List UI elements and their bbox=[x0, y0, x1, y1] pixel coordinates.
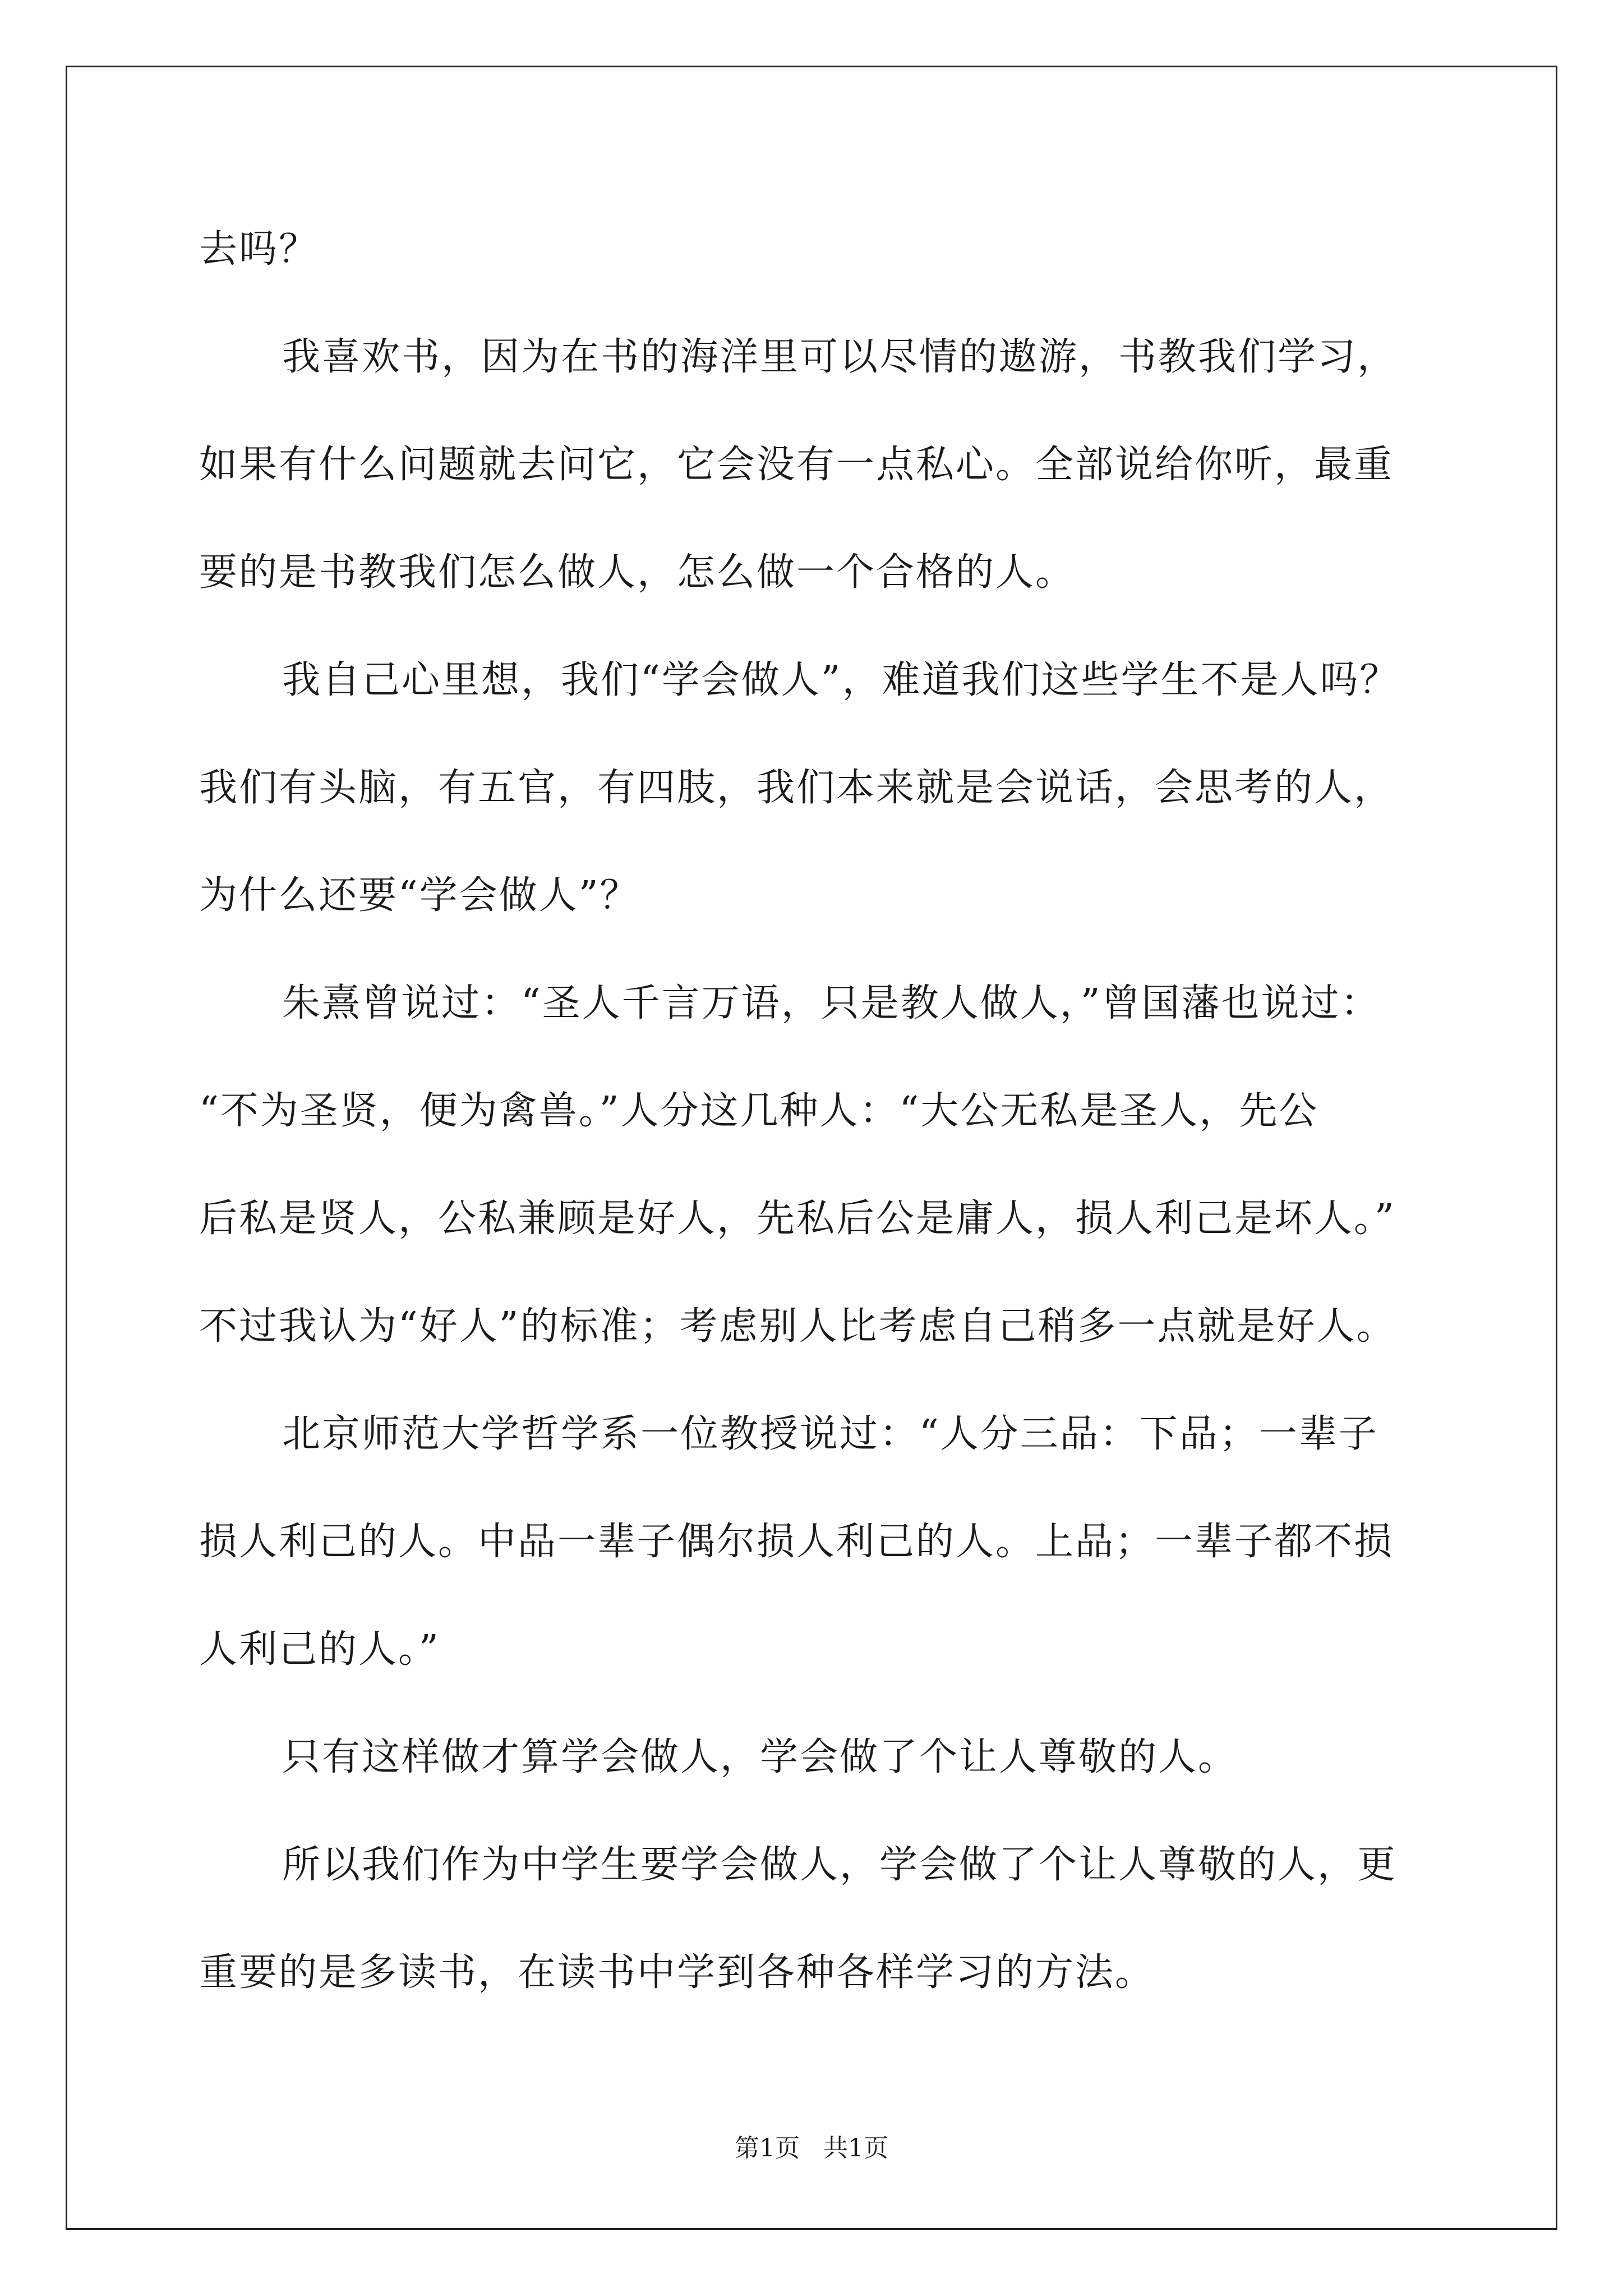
text-line: “不为圣贤，便为禽兽。”人分这几种人：“大公无私是圣人，先公 bbox=[199, 1089, 1319, 1133]
text-line: 后私是贤人，公私兼顾是好人，先私后公是庸人，损人利己是坏人。” bbox=[199, 1197, 1396, 1241]
document-body bbox=[199, 219, 1427, 2050]
text-line: 损人利己的人。中品一辈子偶尔损人利己的人。上品；一辈子都不损 bbox=[199, 1520, 1394, 1564]
text-line: 去吗？ bbox=[199, 227, 319, 272]
text-line: 朱熹曾说过：“圣人千言万语，只是教人做人，”曾国藩也说过： bbox=[282, 981, 1381, 1025]
text-line: 所以我们作为中学生要学会做人，学会做了个让人尊敬的人，更 bbox=[282, 1843, 1398, 1887]
text-line: 要的是书教我们怎么做人，怎么做一个合格的人。 bbox=[199, 550, 1076, 595]
text-line: 不过我认为“好人”的标准；考虑别人比考虑自己稍多一点就是好人。 bbox=[199, 1304, 1396, 1349]
page-footer: 第1页 共1页 bbox=[735, 2134, 888, 2162]
text-line: 如果有什么问题就去问它，它会没有一点私心。全部说给你听，最重 bbox=[199, 443, 1394, 487]
text-line: 我喜欢书，因为在书的海洋里可以尽情的遨游，书教我们学习， bbox=[282, 335, 1398, 379]
text-line: 北京师范大学哲学系一位教授说过：“人分三品：下品；一辈子 bbox=[282, 1412, 1378, 1456]
text-line: 为什么还要“学会做人”？ bbox=[199, 873, 640, 918]
text-line: 我们有头脑，有五官，有四肢，我们本来就是会说话，会思考的人， bbox=[199, 766, 1394, 810]
text-line: 我自己心里想，我们“学会做人”，难道我们这些学生不是人吗？ bbox=[282, 658, 1400, 702]
text-line: 只有这样做才算学会做人，学会做了个让人尊敬的人。 bbox=[282, 1735, 1238, 1779]
text-line: 重要的是多读书，在读书中学到各种各样学习的方法。 bbox=[199, 1950, 1155, 1995]
text-line: 人利己的人。” bbox=[199, 1627, 440, 1672]
